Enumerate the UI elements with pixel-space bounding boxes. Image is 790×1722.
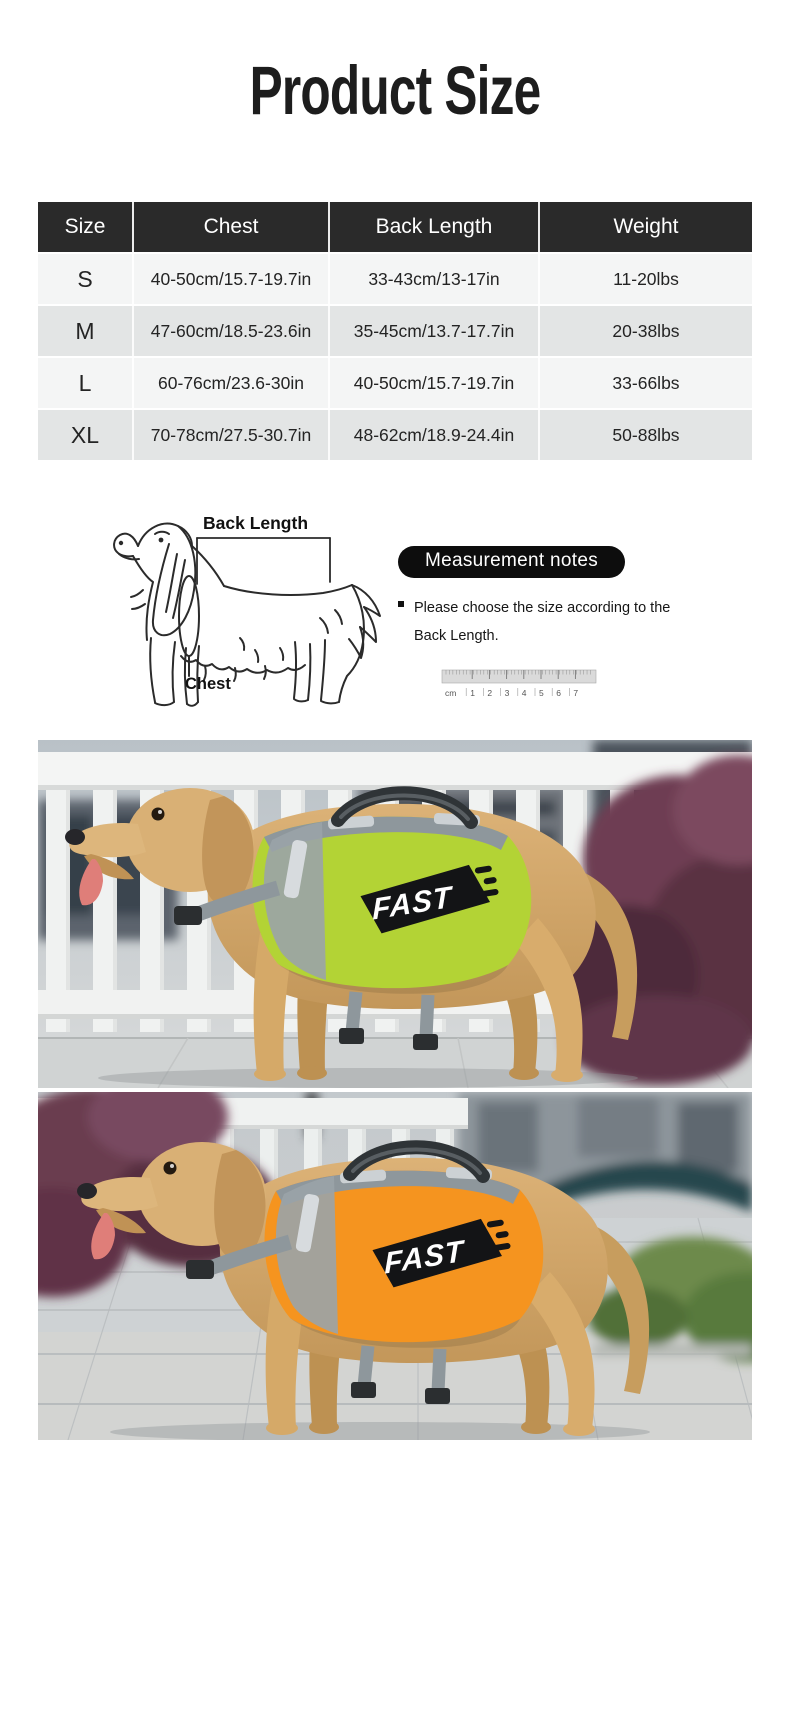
table-cell: 47-60cm/18.5-23.6in [132, 306, 328, 356]
ruler-ticks [442, 670, 596, 698]
strap-buckle [339, 1028, 364, 1044]
fast-logo-text: FAST [384, 1234, 465, 1281]
table-cell: 11-20lbs [538, 254, 752, 304]
table-cell: 50-88lbs [538, 410, 752, 460]
bullet-square-icon [398, 601, 404, 607]
dog-measurement-sketch [85, 498, 395, 710]
table-cell: 35-45cm/13.7-17.7in [328, 306, 538, 356]
strap-buckle [186, 1260, 214, 1279]
strap-buckle [174, 906, 202, 925]
table-row-l [38, 356, 752, 408]
strap-buckle [351, 1382, 376, 1398]
table-cell: 33-43cm/13-17in [328, 254, 538, 304]
measurement-diagram-section [38, 460, 752, 710]
ruler-number: 4 [521, 687, 527, 698]
table-cell: XL [70, 421, 100, 448]
table-cell: M [75, 317, 95, 344]
belly-strap [352, 992, 356, 1032]
dog-outline [114, 524, 380, 706]
dog-eye [164, 1162, 177, 1175]
product-photo-green-vest [38, 740, 752, 1088]
table-cell: 60-76cm/23.6-30in [132, 358, 328, 408]
ruler-number: 7 [573, 687, 579, 698]
photo-green-scene [38, 740, 752, 1088]
strap-buckle [425, 1388, 450, 1404]
table-cell: L [78, 369, 92, 396]
ruler-number: 5 [539, 687, 544, 698]
column-header-weight: Weight [538, 202, 752, 252]
table-cell: 70-78cm/27.5-30.7in [132, 410, 328, 460]
note-text [414, 594, 670, 651]
measurement-notes [398, 546, 678, 704]
table-cell: 40-50cm/15.7-19.7in [132, 254, 328, 304]
measurement-notes-badge: Measurement notes [398, 546, 625, 578]
column-header-back-length: Back Length [328, 202, 538, 252]
dog-nose [65, 829, 85, 845]
table-cell: 48-62cm/18.9-24.4in [328, 410, 538, 460]
table-cell: 40-50cm/15.7-19.7in [328, 358, 538, 408]
ruler-number: 3 [504, 687, 510, 698]
belly-strap [364, 1346, 368, 1386]
table-row-m [38, 304, 752, 356]
chest-label: Chest [185, 675, 231, 693]
table-cell: 20-38lbs [538, 306, 752, 356]
back-length-bracket [197, 538, 330, 584]
belly-strap [426, 995, 428, 1038]
note-line-2: Back Length. [414, 628, 499, 645]
table-row-s [38, 252, 752, 304]
strap-buckle [413, 1034, 438, 1050]
note-line-1: Please choose the size according to the [414, 600, 671, 616]
size-table-body [38, 252, 752, 460]
fast-logo-text: FAST [372, 880, 453, 927]
page-title: Product Size [249, 53, 541, 130]
belly-strap [438, 1349, 440, 1392]
dog-nose [77, 1183, 97, 1199]
size-table-header [38, 202, 752, 252]
size-table [38, 202, 752, 460]
ruler-number: 6 [556, 687, 561, 698]
column-header-chest: Chest [132, 202, 328, 252]
table-cell: S [77, 265, 93, 292]
table-row-xl [38, 408, 752, 460]
ruler-number: 2 [487, 687, 493, 698]
ruler-unit-label: cm [445, 687, 457, 698]
dog-eye [152, 808, 165, 821]
table-cell: 33-66lbs [538, 358, 752, 408]
back-length-label: Back Length [203, 513, 309, 533]
photo-orange-scene [38, 1092, 752, 1440]
chest-girth-line [179, 576, 199, 656]
ruler-graphic [440, 669, 598, 699]
product-photo-orange-vest [38, 1092, 752, 1440]
ruler-number: 1 [470, 687, 475, 698]
column-header-size: Size [64, 215, 106, 238]
